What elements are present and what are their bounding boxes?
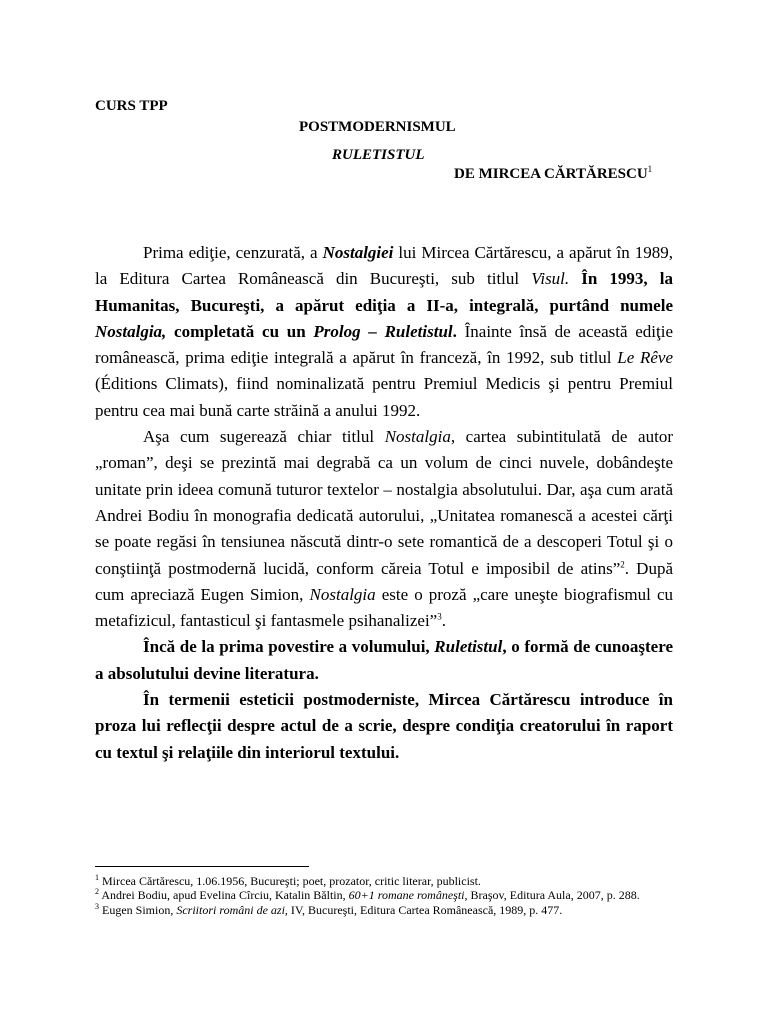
text-run: Nostalgiei (322, 243, 394, 262)
text-run: Înainte însă de această ediţie românească, prima ediţie integrală a apărut în franceză, în 1992, sub titlul (95, 321, 673, 368)
course-heading: CURS TPP (95, 98, 168, 114)
text-run: . După cum apreciază Eugen Simion, (95, 558, 673, 604)
paragraph-4 (95, 687, 673, 766)
footnote-ref: 3 (437, 611, 442, 622)
text-run: Prima ediţie, cenzurată, a (143, 243, 323, 262)
text-run: (Éditions Climats), fiind nominalizată pentru Premiul Medicis şi pentru Premiul pentru cea mai bună carte străină a anului 1992. (95, 374, 673, 420)
text-run: Nostalgia (309, 584, 376, 604)
author-name: DE MIRCEA CĂRTĂRESCU (454, 166, 648, 182)
document-title: POSTMODERNISMUL (299, 119, 456, 135)
text-run: Nostalgia (384, 427, 451, 447)
text-run: este o proză „care uneşte biografismul cu metafizicul, fantasticul şi fantasmele psihanalizei” (95, 584, 673, 631)
paragraph-3 (95, 634, 673, 687)
author-line (454, 166, 652, 183)
footnote-ref: 2 (620, 558, 625, 569)
footnote-number: 3 (95, 901, 99, 911)
footnote-text: , IV, Bucureşti, Editura Cartea Românească, 1989, p. 477. (284, 902, 563, 917)
text-run: Le Rêve (617, 348, 673, 368)
text-run: , o formă de cunoaştere a absolutului devine literatura. (95, 637, 673, 683)
text-run: Aşa cum sugerează chiar titlul (143, 427, 385, 447)
footnote-1 (95, 874, 673, 888)
footnote-ref: 1 (647, 164, 653, 174)
footnote-number: 1 (95, 873, 99, 882)
document-subtitle: RULETISTUL (332, 147, 425, 163)
footnote-2 (95, 888, 673, 902)
text-run: Ruletistul (434, 637, 503, 657)
text-run: . (452, 321, 457, 341)
text-run: Prolog – Ruletistul (313, 321, 453, 341)
body-text (95, 240, 673, 766)
text-run: Încă de la prima povestire a volumului, (143, 637, 435, 657)
footnote-text: Mircea Cărtărescu, 1.06.1956, Bucureşti; poet, prozator, critic literar, publicist. (102, 874, 481, 888)
text-run: , cartea subintitulată de autor „roman”, deşi se prezintă mai degrabă ca un volum de cinci nuvele, dobândeşte unitate prin ideea comună tuturor textelor – nostalgia absolutului. Dar, aşa cum arată Andrei Bodiu în monografia dedicată autorului, „Unitatea romanescă a acestei cărţi se poate regăsi în tensiunea născută dintr-o sete romantică de a descoperi Totul şi o conştiinţă postmodernă lucidă, conform căreia Totul e imposibil de atins” (95, 427, 673, 578)
text-run (569, 269, 581, 288)
footnotes (95, 874, 673, 917)
footnote-book-title: Scriitori români de azi (176, 902, 285, 917)
footnote-text: , Braşov, Editura Aula, 2007, p. 288. (464, 888, 640, 903)
footnote-3 (95, 903, 673, 917)
paragraph-2 (95, 424, 673, 634)
footnote-number: 2 (95, 887, 99, 897)
text-run: Visul. (531, 269, 570, 289)
footnote-text: Eugen Simion, (102, 902, 177, 917)
footnote-text: Andrei Bodiu, apud Evelina Cîrciu, Katalin Băltin, (101, 888, 349, 903)
text-run: . (441, 611, 446, 631)
text-run: completată cu un (166, 321, 314, 341)
footnote-book-title: 60+1 romane româneşti (348, 888, 465, 903)
text-run: Nostalgia, (95, 321, 167, 341)
paragraph-1 (95, 240, 673, 424)
text-run: lui Mircea Cărtărescu, a apărut în 1989, la Editura Cartea Românească din Bucureşti, sub titlul (95, 243, 673, 289)
text-run: În termenii esteticii postmoderniste, Mircea Cărtărescu introduce în proza lui reflecţii despre actul de a scrie, despre condiţia creatorului în raport cu textul şi relaţiile din interiorul textului. (95, 690, 673, 762)
text-run: În 1993, la Humanitas, Bucureşti, a apărut ediţia a II-a, integrală, purtând numele (95, 269, 674, 315)
footnote-separator (95, 866, 309, 867)
